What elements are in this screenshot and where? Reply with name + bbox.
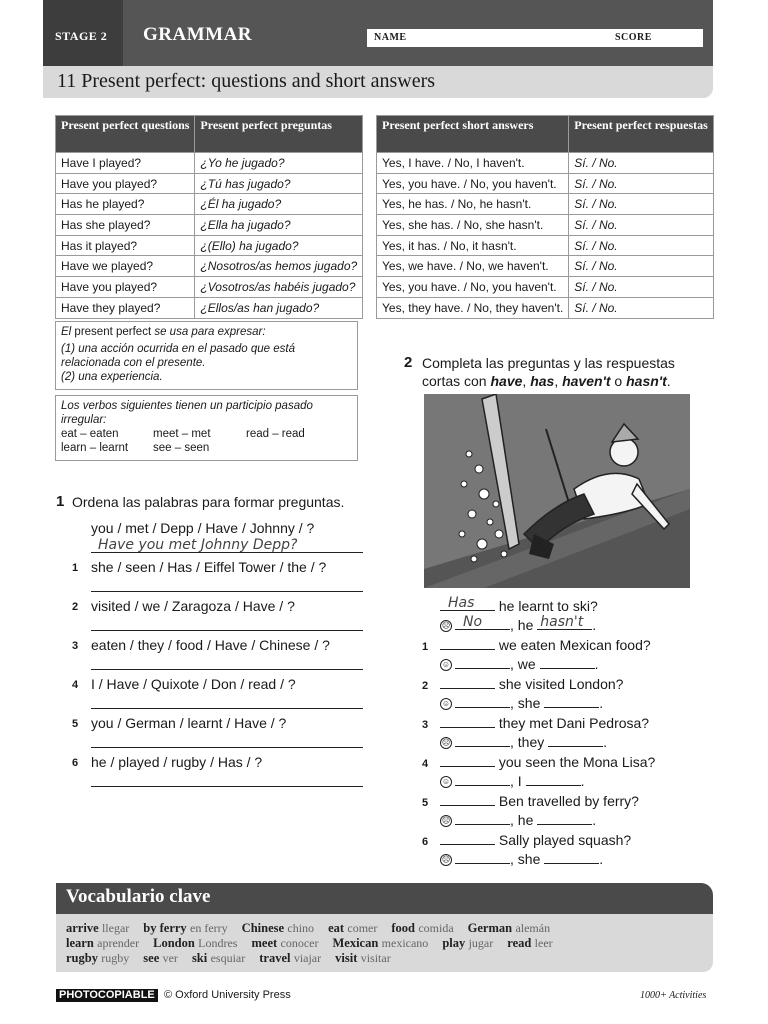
name-label: NAME bbox=[374, 32, 407, 43]
answer-blank[interactable] bbox=[455, 656, 510, 669]
table-cell-english: Have they played? bbox=[56, 297, 195, 318]
answer-line[interactable] bbox=[91, 708, 363, 709]
gap-answer: ☹ , they . bbox=[441, 734, 608, 750]
answer-blank[interactable] bbox=[537, 812, 592, 825]
answer-line[interactable] bbox=[91, 747, 363, 748]
copyright: © Oxford University Press bbox=[164, 989, 291, 1001]
skier-illustration bbox=[424, 394, 690, 588]
vocab-word-spanish: jugar bbox=[468, 936, 494, 950]
item-number: 1 bbox=[72, 562, 79, 574]
vocab-row bbox=[66, 921, 564, 936]
vocab-word-english: Mexican bbox=[332, 936, 379, 950]
gap-question bbox=[422, 715, 649, 731]
table-cell-spanish: Sí. / No. bbox=[569, 153, 714, 174]
answer-blank[interactable] bbox=[440, 832, 495, 845]
table-cell-spanish: ¿Yo he jugado? bbox=[195, 153, 363, 174]
scrambled-words: you / German / learnt / Have / ? bbox=[91, 715, 287, 731]
table-header: Present perfect short answers bbox=[377, 116, 569, 153]
question-text: Ben travelled by ferry? bbox=[498, 793, 639, 809]
item-number: 4 bbox=[72, 679, 79, 691]
verb-pair: read – read bbox=[246, 428, 305, 440]
item-number: 6 bbox=[422, 836, 429, 848]
table-cell-spanish: ¿(Ello) ha jugado? bbox=[195, 235, 363, 256]
table-row bbox=[56, 297, 363, 318]
item-number: 5 bbox=[422, 797, 429, 809]
happy-face-icon: ☺ bbox=[441, 660, 451, 670]
vocab-word-spanish: en ferry bbox=[190, 921, 228, 935]
answer-subject: , she bbox=[510, 851, 541, 867]
vocab-word-spanish: mexicano bbox=[381, 936, 429, 950]
exercise-2-number: 2 bbox=[404, 354, 413, 371]
vocab-word-english: eat bbox=[328, 921, 345, 935]
gap-question bbox=[422, 637, 651, 653]
answer-subject: , she bbox=[510, 695, 541, 711]
vocab-word-spanish: alemán bbox=[515, 921, 551, 935]
table-cell-spanish: Sí. / No. bbox=[569, 235, 714, 256]
item-number: 4 bbox=[422, 758, 429, 770]
vocab-word-spanish: Londres bbox=[198, 936, 238, 950]
answer-blank[interactable] bbox=[440, 637, 495, 650]
table-row bbox=[377, 215, 714, 236]
item-number: 5 bbox=[72, 718, 79, 730]
vocab-word-spanish: visitar bbox=[360, 951, 391, 965]
vocab-word-spanish: comer bbox=[347, 921, 378, 935]
gap-answer: ☺ , I . bbox=[441, 773, 585, 789]
verb-pair: meet – met bbox=[153, 428, 211, 440]
table-cell-english: Yes, we have. / No, we haven't. bbox=[377, 256, 569, 277]
vocab-word-english: by ferry bbox=[143, 921, 187, 935]
sad-face-icon: ☹ bbox=[441, 855, 451, 865]
scrambled-words: he / played / rugby / Has / ? bbox=[91, 754, 263, 770]
table-cell-spanish: ¿Él ha jugado? bbox=[195, 194, 363, 215]
vocab-word-english: read bbox=[507, 936, 532, 950]
series-name: 1000+ Activities bbox=[640, 990, 707, 1001]
gap-question bbox=[422, 754, 655, 770]
happy-face-icon: ☺ bbox=[441, 777, 451, 787]
vocab-word-english: German bbox=[467, 921, 513, 935]
table-cell-english: Yes, I have. / No, I haven't. bbox=[377, 153, 569, 174]
vocab-word-spanish: esquiar bbox=[210, 951, 246, 965]
verb-pair: see – seen bbox=[153, 442, 210, 454]
scrambled-words: eaten / they / food / Have / Chinese / ? bbox=[91, 637, 330, 653]
answer-line[interactable] bbox=[91, 669, 363, 670]
sad-face-icon: ☹ bbox=[441, 738, 451, 748]
table-cell-spanish: ¿Tú has jugado? bbox=[195, 173, 363, 194]
answer-blank[interactable] bbox=[544, 851, 599, 864]
verb-pair: learn – learnt bbox=[61, 442, 129, 454]
answer-blank[interactable] bbox=[548, 734, 603, 747]
question-text: we eaten Mexican food? bbox=[498, 637, 651, 653]
scrambled-words: visited / we / Zaragoza / Have / ? bbox=[91, 598, 295, 614]
table-cell-english: Have I played? bbox=[56, 153, 195, 174]
answer-blank[interactable] bbox=[440, 715, 495, 728]
vocab-row bbox=[66, 951, 405, 966]
table-row bbox=[56, 194, 363, 215]
score-label: SCORE bbox=[615, 32, 652, 43]
exercise-1-number: 1 bbox=[56, 493, 65, 510]
table-cell-english: Yes, he has. / No, he hasn't. bbox=[377, 194, 569, 215]
answer-line[interactable] bbox=[91, 591, 363, 592]
table-row bbox=[377, 297, 714, 318]
vocab-word-spanish: rugby bbox=[101, 951, 130, 965]
vocab-word-spanish: ver bbox=[162, 951, 178, 965]
vocab-word-english: play bbox=[442, 936, 466, 950]
vocab-word-spanish: aprender bbox=[97, 936, 140, 950]
vocab-word-spanish: comida bbox=[418, 921, 454, 935]
table-cell-english: Yes, they have. / No, they haven't. bbox=[377, 297, 569, 318]
questions-table bbox=[55, 115, 363, 319]
answer-blank[interactable] bbox=[526, 773, 581, 786]
table-cell-english: Yes, you have. / No, you haven't. bbox=[377, 173, 569, 194]
table-cell-english: Has he played? bbox=[56, 194, 195, 215]
table-cell-spanish: Sí. / No. bbox=[569, 194, 714, 215]
answer-line[interactable] bbox=[91, 630, 363, 631]
table-row bbox=[56, 256, 363, 277]
table-row bbox=[377, 277, 714, 298]
vocab-word-spanish: viajar bbox=[293, 951, 322, 965]
table-row bbox=[377, 256, 714, 277]
table-cell-english: Have you played? bbox=[56, 173, 195, 194]
answer-line[interactable] bbox=[91, 552, 363, 553]
answer-subject: , he bbox=[510, 812, 534, 828]
question-text: Sally played squash? bbox=[498, 832, 632, 848]
table-cell-english: Yes, it has. / No, it hasn't. bbox=[377, 235, 569, 256]
question-text: she visited London? bbox=[498, 676, 624, 692]
answer-subject: , we bbox=[510, 656, 536, 672]
table-cell-spanish: ¿Ellos/as han jugado? bbox=[195, 297, 363, 318]
gap-question bbox=[422, 832, 631, 848]
stage-label: STAGE 2 bbox=[55, 29, 108, 43]
page-title: 11 Present perfect: questions and short answers bbox=[57, 70, 436, 92]
photocopiable-tag: PHOTOCOPIABLE bbox=[56, 989, 158, 1002]
table-cell-spanish: ¿Ella ha jugado? bbox=[195, 215, 363, 236]
name-score-field[interactable] bbox=[367, 29, 703, 47]
table-row bbox=[56, 153, 363, 174]
answer-subject: , I bbox=[510, 773, 522, 789]
vocab-word-english: travel bbox=[259, 951, 291, 965]
table-cell-english: Have we played? bbox=[56, 256, 195, 277]
question-text: they met Dani Pedrosa? bbox=[498, 715, 650, 731]
exercise-2-example-answer: ☹ No , he hasn't . bbox=[441, 614, 597, 633]
answer-subject: , they bbox=[510, 734, 545, 750]
table-row bbox=[377, 173, 714, 194]
table-cell-english: Has she played? bbox=[56, 215, 195, 236]
table-cell-spanish: ¿Nosotros/as hemos jugado? bbox=[195, 256, 363, 277]
question-text: you seen the Mona Lisa? bbox=[498, 754, 656, 770]
vocab-word-english: visit bbox=[335, 951, 358, 965]
gap-question bbox=[422, 676, 623, 692]
table-cell-english: Yes, she has. / No, she hasn't. bbox=[377, 215, 569, 236]
answer-blank[interactable] bbox=[455, 812, 510, 825]
table-cell-spanish: Sí. / No. bbox=[569, 297, 714, 318]
table-row bbox=[56, 277, 363, 298]
exercise-2-instruction: Completa las preguntas y las respuestas cortas con have, has, haven't o hasn't. bbox=[422, 355, 675, 389]
table-cell-english: Yes, you have. / No, you haven't. bbox=[377, 277, 569, 298]
section-label: GRAMMAR bbox=[143, 24, 253, 45]
scrambled-words: she / seen / Has / Eiffel Tower / the / ? bbox=[91, 559, 327, 575]
example-answer: Have you met Johnny Depp? bbox=[98, 537, 298, 553]
answer-blank[interactable] bbox=[455, 851, 510, 864]
gap-question bbox=[422, 793, 639, 809]
verb-pair: eat – eaten bbox=[61, 428, 119, 440]
table-row bbox=[377, 153, 714, 174]
sad-face-icon: ☹ bbox=[441, 621, 451, 631]
vocab-word-english: Chinese bbox=[241, 921, 285, 935]
vocab-word-english: meet bbox=[251, 936, 278, 950]
vocab-word-english: ski bbox=[191, 951, 208, 965]
vocab-word-english: arrive bbox=[66, 921, 99, 935]
vocab-word-spanish: conocer bbox=[280, 936, 319, 950]
table-cell-spanish: Sí. / No. bbox=[569, 256, 714, 277]
gap-answer: ☹ , he . bbox=[441, 812, 597, 828]
table-row bbox=[56, 215, 363, 236]
vocab-word-english: rugby bbox=[66, 951, 98, 965]
usage-note: El present perfect se usa para expresar: (1) una acción ocurrida en el pasado que está relacionada con el presente. (2) una experiencia. bbox=[55, 321, 358, 390]
table-cell-spanish: Sí. / No. bbox=[569, 277, 714, 298]
irregular-verbs-note: Los verbos siguientes tienen un participio pasado irregular: eat – eaten meet – met read – read learn – learnt see – seen bbox=[55, 395, 358, 461]
answer-blank[interactable] bbox=[540, 656, 595, 669]
table-cell-english: Have you played? bbox=[56, 277, 195, 298]
table-row bbox=[56, 173, 363, 194]
table-header: Present perfect respuestas bbox=[569, 116, 714, 153]
vocab-title: Vocabulario clave bbox=[66, 886, 211, 907]
item-number: 3 bbox=[72, 640, 79, 652]
table-row bbox=[56, 235, 363, 256]
answer-line[interactable] bbox=[91, 786, 363, 787]
table-cell-spanish: Sí. / No. bbox=[569, 215, 714, 236]
gap-answer: ☹ , she . bbox=[441, 851, 604, 867]
item-number: 3 bbox=[422, 719, 429, 731]
scrambled-words: I / Have / Quixote / Don / read / ? bbox=[91, 676, 296, 692]
table-header: Present perfect questions bbox=[56, 116, 195, 153]
vocab-word-english: London bbox=[153, 936, 195, 950]
vocab-word-english: learn bbox=[66, 936, 94, 950]
exercise-2-example-question: Has he learnt to ski? bbox=[440, 598, 598, 614]
vocab-word-english: see bbox=[143, 951, 160, 965]
gap-answer: ☺ , she . bbox=[441, 695, 604, 711]
answer-blank[interactable] bbox=[440, 793, 495, 806]
answer-blank[interactable] bbox=[440, 676, 495, 689]
table-cell-spanish: ¿Vosotros/as habéis jugado? bbox=[195, 277, 363, 298]
vocab-row bbox=[66, 936, 567, 951]
vocab-word-english: food bbox=[391, 921, 415, 935]
vocab-word-spanish: leer bbox=[534, 936, 553, 950]
table-header: Present perfect preguntas bbox=[195, 116, 363, 153]
sad-face-icon: ☹ bbox=[441, 816, 451, 826]
gap-answer: ☺ , we . bbox=[441, 656, 599, 672]
answer-blank[interactable] bbox=[440, 754, 495, 767]
answers-table bbox=[376, 115, 714, 319]
table-row bbox=[377, 194, 714, 215]
answer-blank[interactable] bbox=[455, 734, 510, 747]
answer-blank[interactable] bbox=[455, 773, 510, 786]
item-number: 2 bbox=[422, 680, 429, 692]
answer-blank[interactable] bbox=[544, 695, 599, 708]
item-number: 2 bbox=[72, 601, 79, 613]
table-cell-spanish: Sí. / No. bbox=[569, 173, 714, 194]
exercise-1-example: you / met / Depp / Have / Johnny / ? bbox=[91, 520, 315, 536]
vocab-word-spanish: llegar bbox=[101, 921, 130, 935]
table-row bbox=[377, 235, 714, 256]
table-cell-english: Has it played? bbox=[56, 235, 195, 256]
item-number: 1 bbox=[422, 641, 429, 653]
vocab-word-spanish: chino bbox=[287, 921, 315, 935]
happy-face-icon: ☺ bbox=[441, 699, 451, 709]
item-number: 6 bbox=[72, 757, 79, 769]
answer-blank[interactable] bbox=[455, 695, 510, 708]
exercise-1-instruction: Ordena las palabras para formar preguntas. bbox=[72, 494, 345, 510]
